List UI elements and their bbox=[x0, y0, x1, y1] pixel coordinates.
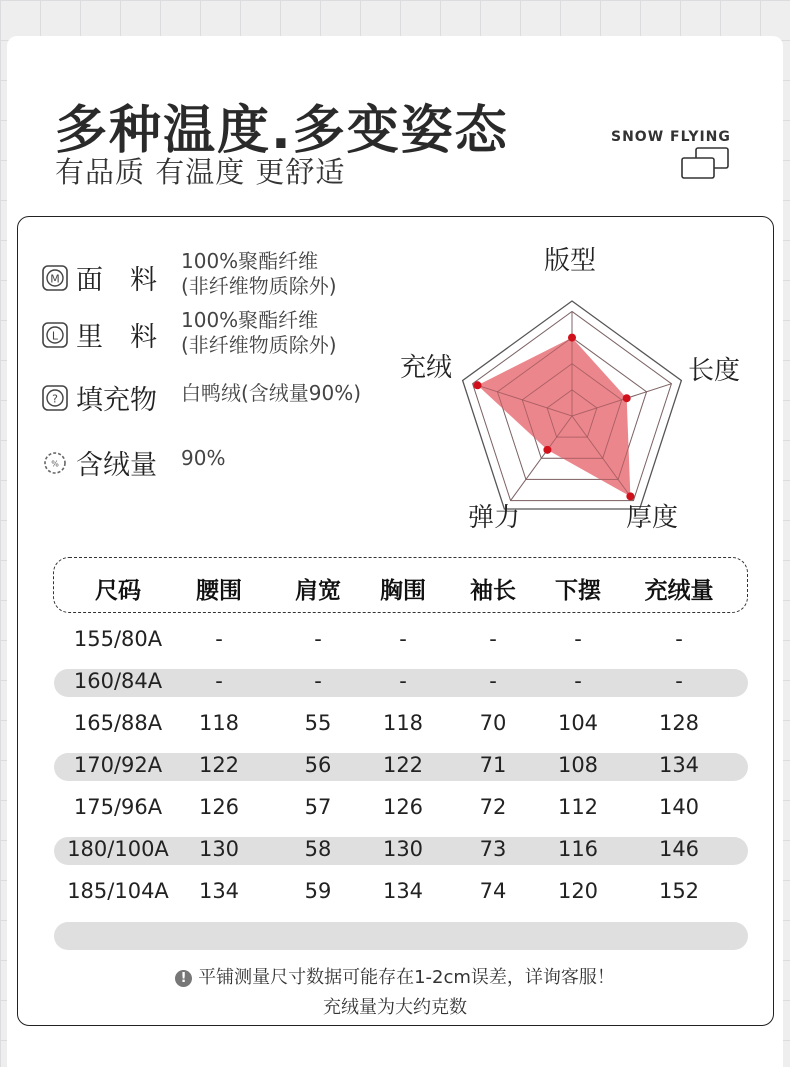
table-cell: 57 bbox=[304, 795, 332, 819]
table-cell: - bbox=[399, 627, 407, 651]
table-cell: 134 bbox=[198, 879, 240, 903]
table-cell: 140 bbox=[658, 795, 700, 819]
table-cell: 112 bbox=[557, 795, 599, 819]
table-cell: - bbox=[574, 669, 582, 693]
spec-down-content bbox=[42, 443, 157, 482]
measurement-note bbox=[0, 963, 790, 989]
table-cell: 146 bbox=[658, 837, 700, 861]
spec-filling bbox=[42, 378, 157, 417]
spec-lining bbox=[42, 315, 157, 354]
table-cell: - bbox=[489, 669, 497, 693]
svg-text:M: M bbox=[50, 272, 60, 285]
radar-data-point bbox=[626, 492, 634, 500]
table-header-cell: 袖长 bbox=[470, 578, 516, 604]
table-cell: 130 bbox=[198, 837, 240, 861]
spec-value-line: 100%聚酯纤维 bbox=[181, 249, 319, 273]
table-header-cell: 尺码 bbox=[95, 578, 141, 604]
size-cell: 165/88A bbox=[73, 711, 163, 735]
radar-axis-label: 充绒 bbox=[399, 353, 453, 383]
table-cell: 73 bbox=[479, 837, 507, 861]
spec-value bbox=[181, 249, 337, 299]
table-cell: - bbox=[675, 669, 683, 693]
table-cell: - bbox=[675, 627, 683, 651]
radar-chart bbox=[380, 236, 760, 546]
svg-text:L: L bbox=[51, 329, 59, 342]
table-cell: 56 bbox=[304, 753, 332, 777]
table-cell: 122 bbox=[198, 753, 240, 777]
brand-logo-icon bbox=[680, 147, 732, 181]
note-text: 平铺测量尺寸数据可能存在1-2cm误差，详询客服！ bbox=[198, 967, 615, 988]
table-cell: 122 bbox=[382, 753, 424, 777]
percent-dial-icon bbox=[42, 450, 68, 476]
spec-value-line: (非纤维物质除外) bbox=[181, 333, 337, 357]
spec-value bbox=[181, 308, 337, 358]
table-cell: - bbox=[215, 669, 223, 693]
radar-axis-label: 弹力 bbox=[467, 503, 521, 533]
brand-name: SNOW FLYING bbox=[611, 129, 731, 145]
spec-label: 填充物 bbox=[76, 385, 157, 416]
size-cell: 170/92A bbox=[73, 753, 163, 777]
table-cell: 116 bbox=[557, 837, 599, 861]
spec-value: 90% bbox=[181, 446, 226, 470]
table-cell: 126 bbox=[198, 795, 240, 819]
table-header-cell: 肩宽 bbox=[295, 578, 341, 604]
table-cell: 58 bbox=[304, 837, 332, 861]
radar-axis-label: 长度 bbox=[687, 356, 741, 386]
radar-data-point bbox=[474, 381, 482, 389]
table-cell: 104 bbox=[557, 711, 599, 735]
table-cell: - bbox=[314, 627, 322, 651]
table-cell: 55 bbox=[304, 711, 332, 735]
spec-value-line: (非纤维物质除外) bbox=[181, 274, 337, 298]
size-cell: 185/104A bbox=[67, 879, 169, 903]
table-header-cell: 腰围 bbox=[196, 578, 242, 604]
table-cell: 72 bbox=[479, 795, 507, 819]
radar-data-area bbox=[478, 338, 631, 497]
table-cell: 74 bbox=[479, 879, 507, 903]
table-cell: 134 bbox=[382, 879, 424, 903]
table-cell: 108 bbox=[557, 753, 599, 777]
question-box-icon bbox=[42, 385, 68, 411]
table-row-stripe bbox=[54, 922, 748, 950]
table-cell: 118 bbox=[198, 711, 240, 735]
size-cell: 180/100A bbox=[67, 837, 169, 861]
spec-label: 里 料 bbox=[76, 322, 157, 353]
spec-fabric bbox=[42, 258, 157, 297]
page-subtitle: 有品质 有温度 更舒适 bbox=[55, 155, 346, 189]
table-cell: 70 bbox=[479, 711, 507, 735]
exclamation-circle-icon: ! bbox=[175, 970, 192, 987]
radar-axis-label: 版型 bbox=[543, 246, 597, 276]
radar-data-point bbox=[623, 394, 631, 402]
size-cell: 155/80A bbox=[73, 627, 163, 651]
table-cell: - bbox=[215, 627, 223, 651]
table-cell: - bbox=[574, 627, 582, 651]
table-header-cell: 充绒量 bbox=[644, 578, 714, 604]
table-cell: - bbox=[489, 627, 497, 651]
table-cell: 126 bbox=[382, 795, 424, 819]
table-cell: - bbox=[314, 669, 322, 693]
radar-data-point bbox=[568, 334, 576, 342]
spec-value: 白鸭绒(含绒量90%) bbox=[181, 381, 362, 405]
table-cell: 134 bbox=[658, 753, 700, 777]
size-cell: 160/84A bbox=[73, 669, 163, 693]
spec-value-line: 100%聚酯纤维 bbox=[181, 308, 319, 332]
spec-label: 含绒量 bbox=[76, 450, 157, 481]
table-cell: 71 bbox=[479, 753, 507, 777]
table-header-cell: 胸围 bbox=[380, 578, 426, 604]
radar-axis-label: 厚度 bbox=[625, 503, 679, 533]
spec-label: 面 料 bbox=[76, 265, 157, 296]
size-cell: 175/96A bbox=[73, 795, 163, 819]
table-cell: 120 bbox=[557, 879, 599, 903]
table-cell: - bbox=[399, 669, 407, 693]
table-cell: 118 bbox=[382, 711, 424, 735]
table-cell: 59 bbox=[304, 879, 332, 903]
radar-data-point bbox=[543, 446, 551, 454]
table-cell: 128 bbox=[658, 711, 700, 735]
svg-text:?: ? bbox=[52, 392, 58, 405]
table-header-cell: 下摆 bbox=[555, 578, 601, 604]
l-circle-icon bbox=[42, 322, 68, 348]
page-title: 多种温度.多变姿态 bbox=[55, 101, 509, 161]
table-cell: 152 bbox=[658, 879, 700, 903]
table-cell: 130 bbox=[382, 837, 424, 861]
svg-text:%: % bbox=[51, 459, 59, 468]
m-circle-icon bbox=[42, 265, 68, 291]
fill-weight-note: 充绒量为大约克数 bbox=[323, 997, 467, 1018]
